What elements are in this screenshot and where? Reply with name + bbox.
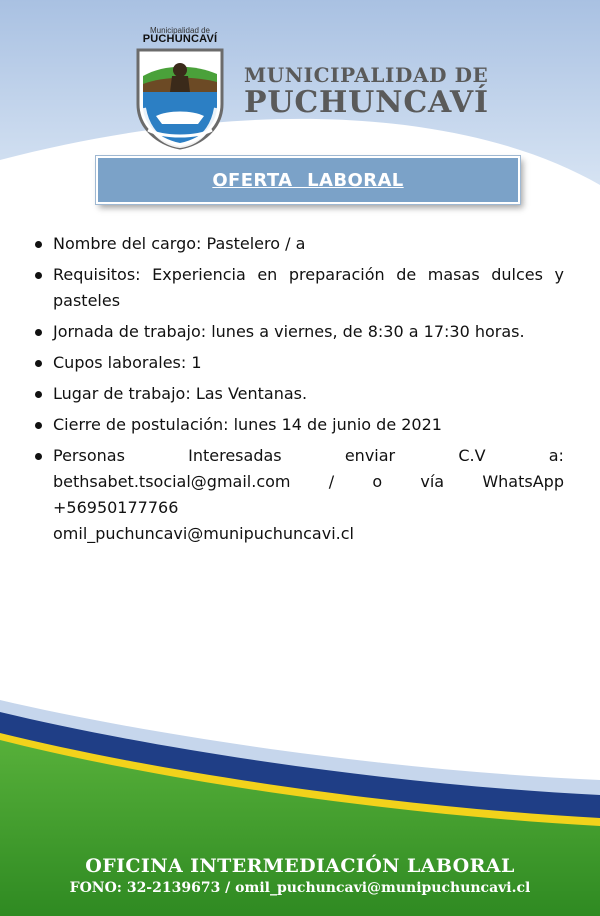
municipality-title (244, 64, 489, 120)
contact-line-1 (53, 443, 564, 469)
crest-caption-small: Municipalidad de (149, 26, 211, 35)
contact-whatsapp-label: WhatsApp (482, 472, 564, 491)
contact-word: a: (548, 446, 564, 465)
list-item-contact (30, 443, 564, 547)
crest-shield-icon (134, 46, 226, 150)
contact-line-2 (53, 469, 564, 495)
job-offer-banner-label: OFERTA LABORAL (212, 169, 404, 191)
crest-caption-big: PUCHUNCAVÍ (142, 33, 218, 45)
contact-word: Personas (53, 446, 125, 465)
contact-word: vía (420, 472, 445, 491)
municipality-title-line1: MUNICIPALIDAD DE (244, 63, 489, 87)
job-offer-details-list (30, 231, 564, 552)
contact-word: o (372, 472, 383, 491)
crest-caption (134, 26, 226, 44)
list-item-deadline: Cierre de postulación: lunes 14 de junio de 2021 (30, 412, 564, 438)
list-item-workplace: Lugar de trabajo: Las Ventanas. (30, 381, 564, 407)
list-item-schedule: Jornada de trabajo: lunes a viernes, de 8:30 a 17:30 horas. (30, 319, 564, 345)
contact-word: C.V (458, 446, 486, 465)
municipal-crest-logo (134, 26, 226, 150)
contact-email-1[interactable]: bethsabet.tsocial@gmail.com (53, 472, 291, 491)
contact-phone[interactable]: +56950177766 (53, 498, 179, 517)
list-item-requirements: Requisitos: Experiencia en preparación de masas dulces y pasteles (30, 262, 564, 314)
contact-email-2[interactable]: omil_puchuncavi@munipuchuncavi.cl (53, 524, 354, 543)
contact-separator: / (328, 472, 335, 491)
footer-contact-info: FONO: 32-2139673 / omil_puchuncavi@munipuchuncavi.cl (69, 880, 531, 896)
list-item-job-title: Nombre del cargo: Pastelero / a (30, 231, 564, 257)
list-item-openings: Cupos laborales: 1 (30, 350, 564, 376)
contact-word: Interesadas (188, 446, 282, 465)
municipality-title-line2: PUCHUNCAVÍ (244, 85, 489, 120)
contact-word: enviar (344, 446, 396, 465)
footer-office-name: OFICINA INTERMEDIACIÓN LABORAL (85, 855, 515, 877)
job-offer-banner (96, 156, 520, 204)
